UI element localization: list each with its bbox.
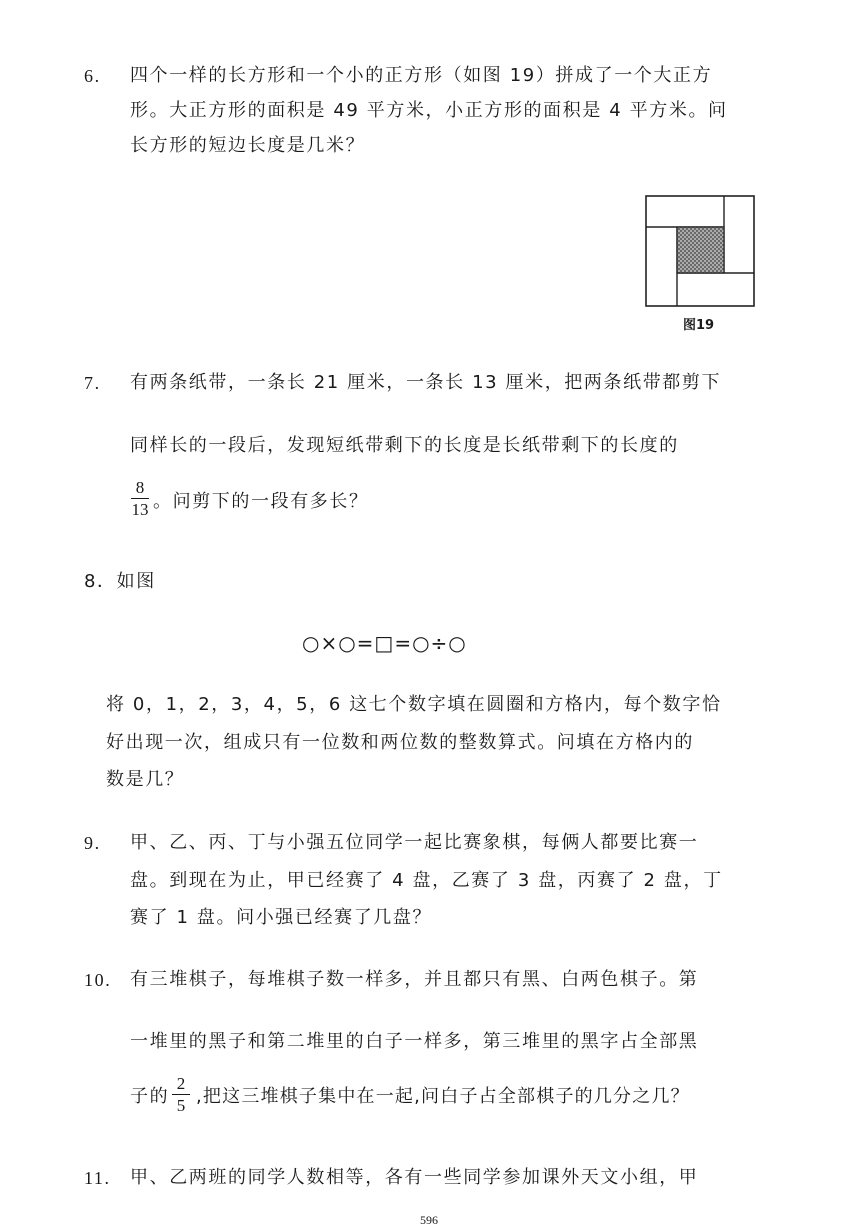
q7-fraction-numerator: 8 — [135, 478, 145, 497]
q7-fraction-denominator: 13 — [131, 500, 149, 519]
q9-line-1: 甲、乙、丙、丁与小强五位同学一起比赛象棋，每俩人都要比赛一 — [130, 832, 699, 853]
q10-number: 10. — [84, 970, 112, 990]
q10-fraction-bar — [172, 1094, 190, 1095]
figure-19-diagram — [645, 195, 755, 307]
q7-line-3: 。问剪下的一段有多长？ — [153, 491, 369, 512]
q8-heading: 8．如图 — [84, 571, 156, 592]
q9-number: 9. — [84, 833, 101, 853]
q8-equation: ○×○=□=○÷○ — [302, 631, 467, 655]
q9-line-2: 盘。到现在为止，甲已经赛了 4 盘，乙赛了 3 盘，丙赛了 2 盘，丁 — [130, 870, 723, 891]
q7-line-2: 同样长的一段后，发现短纸带剩下的长度是长纸带剩下的长度的 — [130, 435, 679, 456]
q8-line-2: 好出现一次，组成只有一位数和两位数的整数算式。问填在方格内的 — [106, 732, 694, 753]
q6-line-3: 长方形的短边长度是几米？ — [130, 135, 366, 156]
q11-line-1: 甲、乙两班的同学人数相等，各有一些同学参加课外天文小组，甲 — [130, 1167, 699, 1188]
q7-fraction-bar — [131, 498, 149, 499]
q7-line-1: 有两条纸带，一条长 21 厘米，一条长 13 厘米，把两条纸带都剪下 — [130, 372, 722, 393]
q6-number: 6. — [84, 66, 101, 86]
q10-fraction-denominator: 5 — [176, 1096, 186, 1115]
q7-fraction — [131, 478, 149, 519]
q10-fraction-numerator: 2 — [176, 1074, 186, 1093]
q7-number: 7. — [84, 373, 101, 393]
q9-line-3: 赛了 1 盘。问小强已经赛了几盘？ — [130, 907, 433, 928]
q8-line-3: 数是几？ — [106, 769, 185, 790]
q10-line-3-prefix: 子的 — [130, 1086, 170, 1107]
figure-19-caption: 图19 — [683, 318, 715, 333]
q10-line-3-suffix: ,把这三堆棋子集中在一起,问白子占全部棋子的几分之几？ — [196, 1086, 690, 1107]
q10-line-2: 一堆里的黑子和第二堆里的白子一样多，第三堆里的黑字占全部黑 — [130, 1031, 699, 1052]
q6-line-1: 四个一样的长方形和一个小的正方形（如图 19）拼成了一个大正方 — [130, 65, 713, 86]
page-number: 596 — [420, 1213, 438, 1227]
q10-fraction — [172, 1074, 190, 1115]
q6-line-2: 形。大正方形的面积是 49 平方米，小正方形的面积是 4 平方米。问 — [130, 100, 728, 121]
q8-line-1: 将 0，1，2，3，4，5，6 这七个数字填在圆圈和方格内，每个数字恰 — [106, 694, 722, 715]
q11-number: 11. — [84, 1168, 111, 1188]
q10-line-1: 有三堆棋子，每堆棋子数一样多，并且都只有黑、白两色棋子。第 — [130, 969, 699, 990]
